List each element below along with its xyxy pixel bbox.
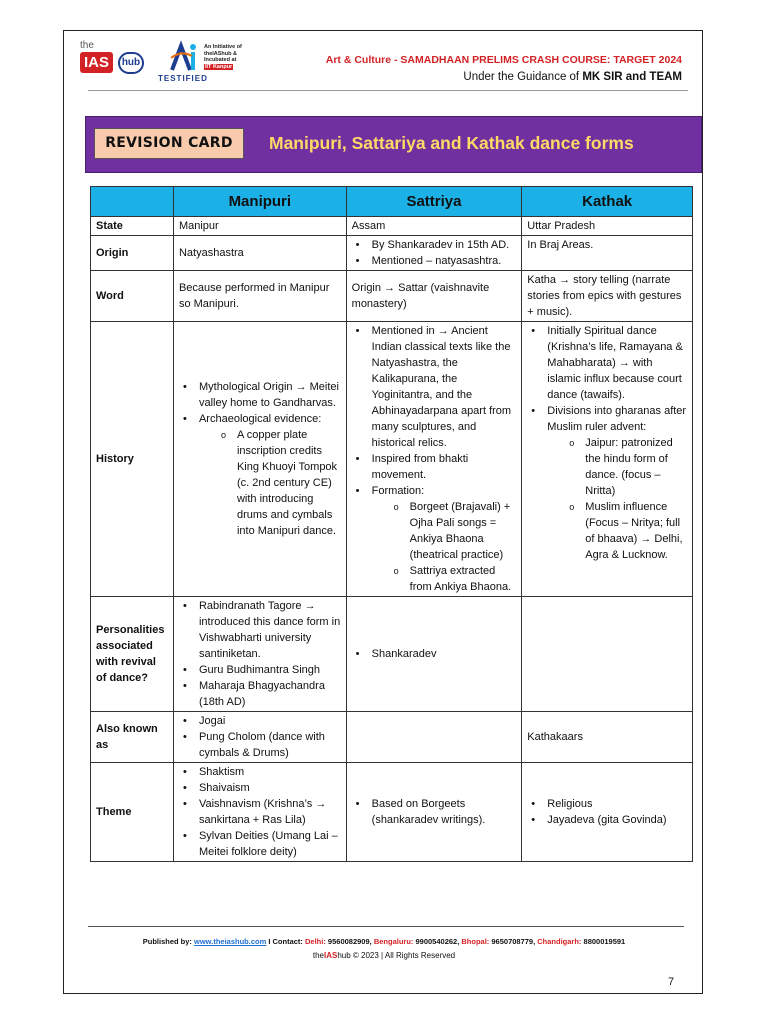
revision-card-badge: REVISION CARD [94,128,244,159]
row-label: Also known as [91,712,174,763]
copyright-line [0,951,768,960]
sub-list-item: o Sattriya extracted from Ankiya Bhaona. [392,563,517,595]
phone-number: 8800019591 [581,937,626,946]
logo-hub-text: hub [118,52,144,74]
table-row-state [91,217,693,236]
table-row-theme [91,763,693,862]
list-item: • Religious [527,796,687,812]
table-cell: Natyashastra [173,236,346,271]
list-item: • By Shankaradev in 15th AD. [352,237,517,253]
initiative-note [204,44,254,70]
logo-the-text: the [80,40,94,51]
city-label: Bhopal: [461,937,490,946]
list-item: • Sylvan Deities (Umang Lai – Meitei folklore deity) [179,828,341,860]
sub-list-item: o Muslim influence (Focus – Nritya; full of bhaava) → Delhi, Agra & Lucknow. [567,499,687,563]
page-number: 7 [668,976,675,988]
logo-ias-text: IAS [80,52,113,73]
list-item: • Shaivaism [179,780,341,796]
table-cell [346,322,522,597]
list-item: • Initially Spiritual dance (Krishna’s life, Ramayana & Mahabharata) → with islamic influx because court dance (tawaifs). [527,323,687,403]
table-cell [346,712,522,763]
list-item-text: Formation: [371,485,425,497]
list-item: • Rabindranath Tagore → introduced this dance form in Vishwabharti university santiniketan. [179,598,341,662]
initiative-line: theIAShub & [204,50,237,57]
footer-divider [88,926,684,927]
list-item [352,483,517,595]
contact-label: I Contact: [266,937,305,946]
theiashub-logo [80,52,146,76]
row-label: Origin [91,236,174,271]
table-header-row [91,187,693,217]
list-item: • Maharaja Bhagyachandra (18th AD) [179,678,341,710]
table-cell: In Braj Areas. [522,236,693,271]
table-row-word [91,271,693,322]
list-item: • Vaishnavism (Krishna’s → sankirtana + Ras Lila) [179,796,341,828]
list-item: • Mentioned in → Ancient Indian classical texts like the Natyashastra, the Kalikapurana, the Yoginitantra, and the Abhinayadarpana apart from many sculptures, and historical relics. [352,323,517,451]
banner-title: Manipuri, Sattariya and Kathak dance forms [269,133,634,153]
table-cell: Assam [346,217,522,236]
table-cell [522,763,693,862]
sub-list-item: o Borgeet (Brajavali) + Ojha Pali songs = Ankiya Bhaona (theatrical practice) [392,499,517,563]
table-cell [346,236,522,271]
city-label: Delhi: [305,937,326,946]
row-label: State [91,217,174,236]
table-cell [522,322,693,597]
logo-testified-text: TESTIFIED [158,74,208,83]
list-item: • Mythological Origin → Meitei valley home to Gandharvas. [179,379,341,411]
list-item-text: Archaeological evidence: [198,413,322,425]
revision-banner [85,116,702,173]
table-cell [173,712,346,763]
table-cell [522,597,693,712]
city-label: Bengaluru: [373,937,414,946]
table-cell: Manipur [173,217,346,236]
table-row-origin [91,236,693,271]
table-cell [346,597,522,712]
copyright-ias: IAS [323,951,338,960]
list-item: • Mentioned – natyasashtra. [352,253,517,269]
copyright-rest: hub © 2023 | All Rights Reserved [337,951,456,960]
list-item: • Pung Cholom (dance with cymbals & Drums) [179,729,341,761]
table-cell: Katha → story telling (narrate stories from epics with gestures + music). [522,271,693,322]
city-label: Chandigarh: [537,937,582,946]
list-item: • Jayadeva (gita Govinda) [527,812,687,828]
initiative-line: Incubated at [204,57,237,63]
table-cell [346,763,522,862]
row-label: History [91,322,174,597]
course-title: Art & Culture - SAMADHAAN PRELIMS CRASH COURSE: TARGET 2024 [325,54,682,66]
list-item: • Jogai [179,713,341,729]
phone-number: 9900540262, [413,937,462,946]
list-item-text: Divisions into gharanas after Muslim ruler advent: [547,405,687,433]
row-label: Theme [91,763,174,862]
guidance-prefix: Under the Guidance of [463,71,583,83]
initiative-line: IIT Kanpur [205,63,233,70]
dance-comparison-table [90,186,693,862]
list-item [527,403,687,563]
sub-list-item: o Jaipur: patronized the hindu form of dance. (focus – Nritta) [567,435,687,499]
table-row-personalities [91,597,693,712]
list-item: • Based on Borgeets (shankaradev writings). [352,796,517,828]
phone-number: 9560082909, [325,937,374,946]
column-header-blank [91,187,174,217]
list-item: • Shaktism [179,764,341,780]
table-cell [173,763,346,862]
column-header-manipuri: Manipuri [173,187,346,217]
phone-number: 9650708779, [489,937,538,946]
copyright-the: the [312,951,324,960]
initiative-line: An Initiative of [204,44,242,50]
guidance-name: MK SIR and TEAM [582,71,682,83]
table-cell: Origin → Sattar (vaishnavite monastery) [346,271,522,322]
guidance-line [463,71,682,83]
sub-list-item: o A copper plate inscription credits King Khuoyi Tompok (c. 2nd century CE) with introducing drums and cymbals into Manipuri dance. [219,427,341,539]
column-header-sattriya: Sattriya [346,187,522,217]
published-label: Published by: [142,937,195,946]
table-row-history [91,322,693,597]
list-item: • Shankaradev [352,646,517,662]
ai-testified-logo-icon [168,40,198,74]
row-label: Word [91,271,174,322]
table-cell [173,322,346,597]
table-cell: Kathakaars [522,712,693,763]
table-cell: Because performed in Manipur so Manipuri. [173,271,346,322]
publisher-logo [80,40,270,88]
table-row-also-known [91,712,693,763]
table-cell: Uttar Pradesh [522,217,693,236]
footer-contact-line [0,937,768,946]
column-header-kathak: Kathak [522,187,693,217]
website-link[interactable]: www.theiashub.com [194,937,267,946]
list-item [179,411,341,539]
list-item: • Inspired from bhakti movement. [352,451,517,483]
header-divider [88,90,688,91]
table-cell [173,597,346,712]
list-item: • Guru Budhimantra Singh [179,662,341,678]
row-label: Personalities associated with revival of dance? [91,597,174,712]
